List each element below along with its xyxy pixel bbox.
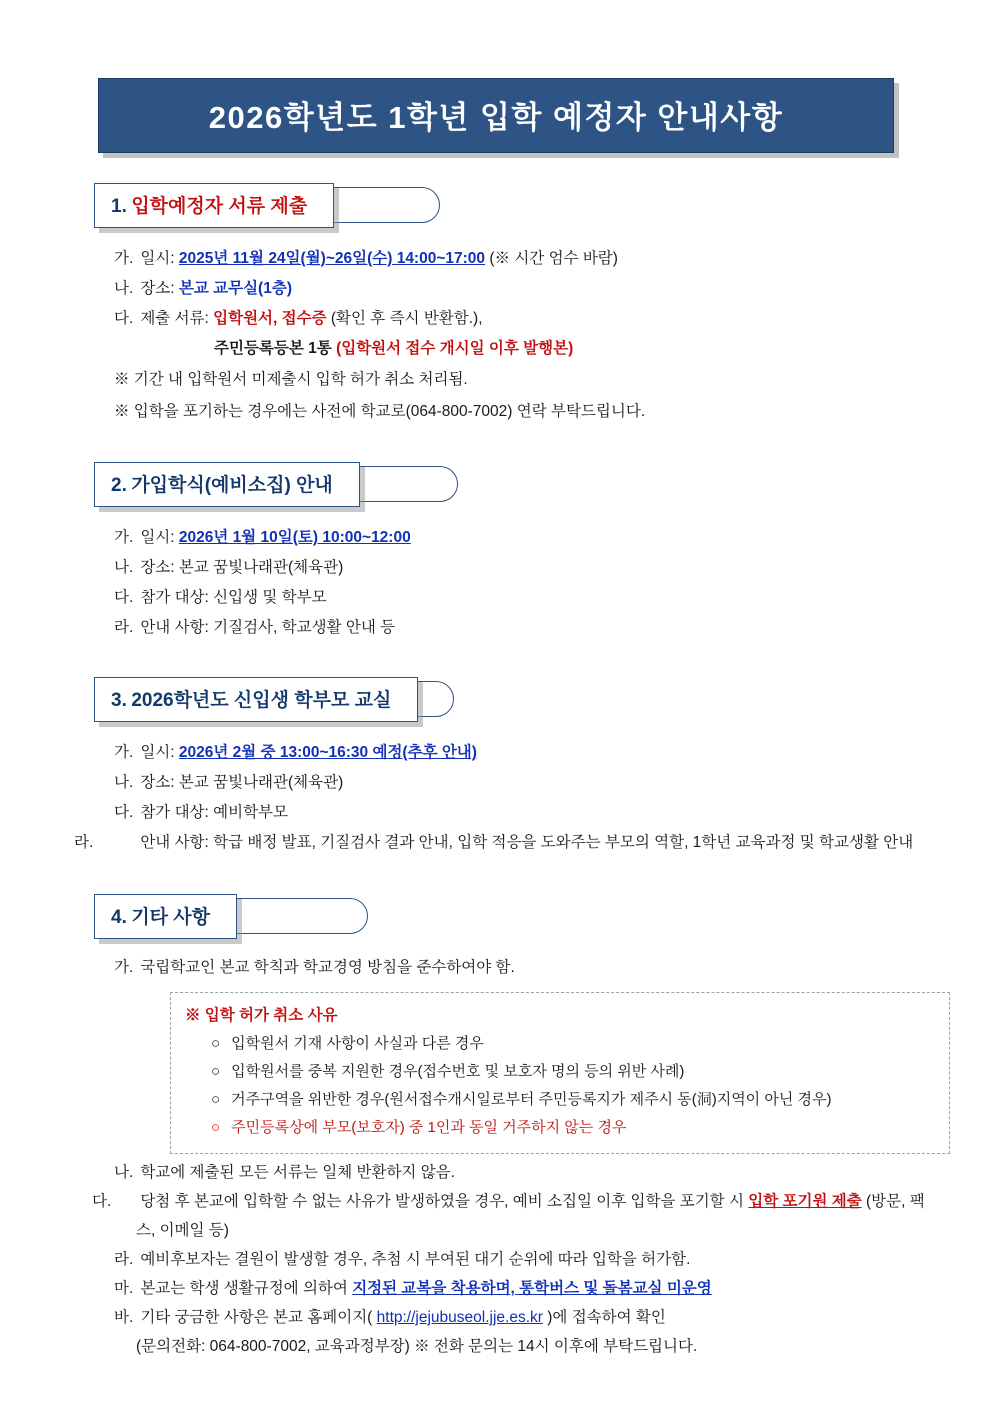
marker-f: 바.	[114, 1309, 134, 1326]
section-4-line-e	[114, 1274, 932, 1303]
section-3	[60, 677, 932, 858]
value-documents-2-tail: (입학원서 접수 개시일 이후 발행본)	[336, 340, 574, 357]
section-1-line-b	[114, 274, 932, 304]
cancellation-reason-text: 입학원서를 중복 지원한 경우(접수번호 및 보호자 명의 등의 위반 사례)	[231, 1063, 685, 1080]
cancellation-reason-text: 거주구역을 위반한 경우(원서접수개시일로부터 주민등록지가 제주시 동(洞)지역이 아닌 경우)	[231, 1091, 832, 1108]
section-1-heading	[94, 183, 334, 228]
marker-a: 가.	[114, 529, 134, 546]
cancellation-reason-text: 입학원서 기재 사항이 사실과 다른 경우	[231, 1035, 484, 1052]
value-place: 본교 꿈빛나래관(체육관)	[178, 559, 344, 576]
section-3-line-d	[74, 828, 932, 858]
section-3-line-c	[114, 798, 932, 828]
label-target: 참가 대상:	[140, 589, 209, 606]
section-4	[60, 894, 932, 1361]
section-2-heading	[94, 462, 360, 507]
section-2-line-b	[114, 553, 932, 583]
section-3-heading-wrap	[94, 677, 418, 722]
cancellation-reason-item	[185, 1114, 935, 1142]
section-4-line-f2: (문의전화: 064-800-7002, 교육과정부장) ※ 전화 문의는 14시 이후에 부탁드립니다.	[136, 1338, 698, 1355]
cancellation-reason-box	[170, 992, 950, 1154]
section-3-line-a	[114, 738, 932, 768]
label-place: 장소:	[140, 559, 175, 576]
circle-bullet-icon: ○	[211, 1091, 221, 1108]
value-info: 기질검사, 학교생활 안내 등	[213, 619, 396, 636]
value-date-suffix: (※ 시간 엄수 바람)	[489, 250, 618, 267]
value-f-pre: 기타 궁금한 사항은 본교 홈페이지(	[140, 1309, 373, 1326]
marker-a: 가.	[114, 250, 134, 267]
section-1-line-c	[114, 304, 932, 334]
marker-b: 나.	[114, 559, 134, 576]
section-2-line-c	[114, 583, 932, 613]
section-2-line-a	[114, 523, 932, 553]
value-a: 국립학교인 본교 학칙과 학교경영 방침을 준수하여야 함.	[140, 959, 515, 976]
label-info: 안내 사항:	[140, 619, 209, 636]
circle-bullet-icon: ○	[211, 1063, 221, 1080]
cancellation-reason-title: ※ 입학 허가 취소 사유	[185, 1007, 338, 1024]
section-1-label: 입학예정자 서류 제출	[131, 196, 308, 217]
section-1-note-1: ※ 기간 내 입학원서 미제출시 입학 허가 취소 처리됨.	[114, 371, 468, 388]
section-3-number: 3.	[111, 690, 127, 711]
label-place: 장소:	[140, 280, 175, 297]
value-place: 본교 꿈빛나래관(체육관)	[178, 774, 344, 791]
section-1-line-a	[114, 244, 932, 274]
value-d: 예비후보자는 결원이 발생할 경우, 추첨 시 부여된 대기 순위에 따라 입학을 허가함.	[140, 1251, 691, 1268]
value-target: 신입생 및 학부모	[213, 589, 327, 606]
label-info: 안내 사항:	[140, 834, 209, 851]
value-place: 본교 교무실(1층)	[178, 280, 292, 297]
section-1	[60, 183, 932, 428]
marker-d: 라.	[114, 1251, 134, 1268]
cancellation-reason-item	[185, 1058, 935, 1086]
value-f-post: )에 접속하여 확인	[547, 1309, 666, 1326]
label-date: 일시:	[140, 529, 175, 546]
section-4-heading	[94, 894, 237, 939]
value-documents-1: 입학원서, 접수증	[213, 310, 327, 327]
marker-c: 다.	[114, 310, 134, 327]
section-2-heading-wrap	[94, 462, 360, 507]
value-documents-1-tail: (확인 후 즉시 반환함.),	[330, 310, 483, 327]
marker-e: 마.	[114, 1280, 134, 1297]
value-c-pre: 당첨 후 본교에 입학할 수 없는 사유가 발생하였을 경우, 예비 소집일 이후 입학을 포기할 시	[140, 1193, 749, 1210]
value-c-highlight: 입학 포기원 제출	[748, 1193, 862, 1210]
marker-d: 라.	[74, 834, 94, 851]
value-e-pre: 본교는 학생 생활규정에 의하여	[140, 1280, 353, 1297]
section-1-note-2: ※ 입학을 포기하는 경우에는 사전에 학교로(064-800-7002) 연락 부탁드립니다.	[114, 403, 646, 420]
section-4-line-f	[114, 1303, 932, 1332]
section-2-number: 2.	[111, 475, 127, 496]
circle-bullet-icon: ○	[211, 1119, 221, 1136]
section-2-body	[60, 523, 932, 643]
section-1-number: 1.	[111, 196, 127, 217]
section-3-heading	[94, 677, 418, 722]
marker-a: 가.	[114, 744, 134, 761]
marker-b: 나.	[114, 774, 134, 791]
section-3-label: 2026학년도 신입생 학부모 교실	[131, 690, 392, 711]
circle-bullet-icon: ○	[211, 1035, 221, 1052]
label-date: 일시:	[140, 250, 175, 267]
value-date: 2026년 2월 중 13:00~16:30 예정(추후 안내)	[178, 744, 477, 761]
value-target: 예비학부모	[213, 804, 289, 821]
label-target: 참가 대상:	[140, 804, 209, 821]
marker-b: 나.	[114, 280, 134, 297]
section-4-label: 기타 사항	[131, 907, 211, 928]
cancellation-reason-item	[185, 1086, 935, 1114]
section-3-body	[60, 738, 932, 858]
section-3-line-b	[114, 768, 932, 798]
section-2-line-d	[114, 613, 932, 643]
cancellation-reason-text: 주민등록상에 부모(보호자) 중 1인과 동일 거주하지 않는 경우	[231, 1119, 627, 1136]
section-1-body	[60, 244, 932, 428]
page-title: 2026학년도 1학년 입학 예정자 안내사항	[208, 100, 784, 135]
value-c-post: (방문, 팩스, 이메일 등)	[136, 1193, 925, 1239]
section-4-body	[60, 953, 932, 1361]
section-4-line-b	[114, 1158, 932, 1187]
document-title-banner	[98, 78, 894, 153]
cancellation-reason-item	[185, 1030, 935, 1058]
value-e-highlight: 지정된 교복을 착용하며, 통학버스 및 돌봄교실 미운영	[352, 1280, 712, 1297]
section-2-label: 가입학식(예비소집) 안내	[131, 475, 333, 496]
section-4-heading-wrap	[94, 894, 237, 939]
section-4-line-d	[114, 1245, 932, 1274]
value-date: 2025년 11월 24일(월)~26일(수) 14:00~17:00	[178, 250, 486, 267]
value-documents-2: 주민등록등본 1통	[214, 340, 332, 357]
value-date: 2026년 1월 10일(토) 10:00~12:00	[178, 529, 411, 546]
marker-c: 다.	[92, 1193, 112, 1210]
marker-c: 다.	[114, 589, 134, 606]
label-date: 일시:	[140, 744, 175, 761]
label-place: 장소:	[140, 774, 175, 791]
label-documents: 제출 서류:	[140, 310, 209, 327]
marker-c: 다.	[114, 804, 134, 821]
section-4-line-c	[92, 1187, 932, 1245]
marker-b: 나.	[114, 1164, 134, 1181]
value-b: 학교에 제출된 모든 서류는 일체 반환하지 않음.	[140, 1164, 455, 1181]
marker-a: 가.	[114, 959, 134, 976]
value-info: 학급 배정 발표, 기질검사 결과 안내, 입학 적응을 도와주는 부모의 역할, 1학년 교육과정 및 학교생활 안내	[213, 834, 914, 851]
homepage-link[interactable]: http://jejubuseol.jje.es.kr	[376, 1309, 543, 1326]
section-4-line-a	[114, 953, 932, 982]
section-1-heading-wrap	[94, 183, 334, 228]
marker-d: 라.	[114, 619, 134, 636]
section-1-line-c2	[114, 334, 932, 364]
section-4-number: 4.	[111, 907, 127, 928]
section-2	[60, 462, 932, 643]
